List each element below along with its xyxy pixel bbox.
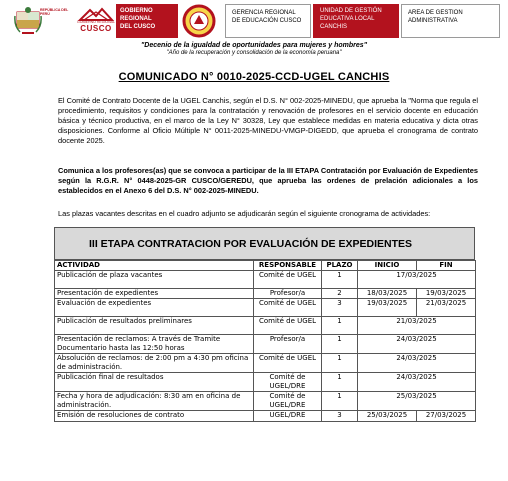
stage-cell: 1 xyxy=(322,354,358,373)
table-row xyxy=(55,335,476,354)
activity-cell: Absolución de reclamos: de 2:00 pm a 4:30 pm oficina de administración. xyxy=(55,354,254,373)
responsible-cell: Comité de UGEL/DRE xyxy=(254,373,322,392)
end-date-cell: 27/03/2025 xyxy=(417,411,476,422)
gr-logo-caption: GOBIERNO REGIONAL xyxy=(77,20,115,24)
gr-box-line: DEL CUSCO xyxy=(120,24,156,30)
activity-cell: Publicación de resultados preliminares xyxy=(55,317,254,335)
stage-cell: 3 xyxy=(322,299,358,317)
activity-cell: Emisión de resoluciones de contrato xyxy=(55,411,254,422)
responsible-cell: Comité de UGEL/DRE xyxy=(254,392,322,411)
call-paragraph: Comunica a los profesores(as) que se convoca a participar de la III ETAPA Contratación por Evaluación de Expedientes según la R.G.R. N° 0448-2025-GR CUSCO/GEREDU, que aprueba las ordenes de prelación adicionales a los establecidos en el Anexo 6 del D.S. N° 002-2025-MINEDU. xyxy=(58,166,478,195)
table-row xyxy=(55,317,476,335)
date-cell: 24/03/2025 xyxy=(358,373,476,392)
peru-crest-icon xyxy=(14,6,42,36)
year-motto: "Año de la recuperación y consolidación de la economía peruana" xyxy=(166,50,342,56)
date-cell: 24/03/2025 xyxy=(358,335,476,354)
box-line: DE EDUCACIÓN CUSCO xyxy=(232,18,302,24)
responsible-cell: Comité de UGEL xyxy=(254,317,322,335)
stage-cell: 1 xyxy=(322,392,358,411)
table-row xyxy=(55,299,476,317)
education-seal-icon xyxy=(182,4,216,38)
admin-area-box xyxy=(401,4,500,38)
table-row xyxy=(55,373,476,392)
table-row xyxy=(55,289,476,299)
start-date-cell: 19/03/2025 xyxy=(358,299,417,317)
responsible-cell: Comité de UGEL xyxy=(254,354,322,373)
table-row xyxy=(55,411,476,422)
decade-motto: "Decenio de la igualdad de oportunidades para mujeres y hombres" xyxy=(140,42,368,49)
gr-box-line: GOBIERNO xyxy=(120,8,153,14)
intro-paragraph: El Comité de Contrato Docente de la UGEL Canchis, según el D.S. N° 002-2025-MINEDU, que aprueba la "Norma que regula el procedimiento, requisitos y condiciones para la contratación y renovación de profesores en el servicio docente en educación básica y técnico productiva, en el marco de la Ley N° 30328, Ley que establece medidas en materia educativa y dicta otras disposiciones. Conforme al Oficio Múltiple N° 0011-2025-MINEDU-VMGP-DIGEDD, que aprueba el cronograma de contrato docente 2025. xyxy=(58,96,478,145)
schedule-intro: Las plazas vacantes descritas en el cuadro adjunto se adjudicarán según el siguiente cronograma de actividades: xyxy=(58,209,431,218)
end-date-cell: 19/03/2025 xyxy=(417,289,476,299)
gre-cusco-box xyxy=(225,4,311,38)
regional-government-box xyxy=(116,4,178,38)
schedule-title: III ETAPA CONTRATACION POR EVALUACIÓN DE EXPEDIENTES xyxy=(54,227,475,260)
responsible-cell: Comité de UGEL xyxy=(254,271,322,289)
date-cell: 24/03/2025 xyxy=(358,354,476,373)
box-line: GERENCIA REGIONAL xyxy=(232,10,296,16)
box-line: AREA DE GESTION xyxy=(408,10,463,16)
stage-cell: 2 xyxy=(322,289,358,299)
activity-cell: Evaluación de expedientes xyxy=(55,299,254,317)
col-activity: ACTIVIDAD xyxy=(55,261,254,271)
box-line: ADMINISTRATIVA xyxy=(408,18,458,24)
start-date-cell: 25/03/2025 xyxy=(358,411,417,422)
schedule-body xyxy=(55,271,476,422)
table-row xyxy=(55,392,476,411)
stage-cell: 1 xyxy=(322,373,358,392)
cusco-region-logo xyxy=(76,6,116,34)
activity-cell: Presentación de reclamos: A través de Tramite Documentario hasta las 12:50 horas xyxy=(55,335,254,354)
schedule-table xyxy=(54,227,475,422)
stage-cell: 1 xyxy=(322,271,358,289)
start-date-cell: 18/03/2025 xyxy=(358,289,417,299)
responsible-cell: Comité de UGEL xyxy=(254,299,322,317)
box-line: CANCHIS xyxy=(320,24,348,30)
ugel-canchis-box xyxy=(313,4,399,38)
stage-cell: 1 xyxy=(322,335,358,354)
responsible-cell: Profesor/a xyxy=(254,289,322,299)
date-cell: 17/03/2025 xyxy=(358,271,476,289)
date-cell: 25/03/2025 xyxy=(358,392,476,411)
responsible-cell: Profesor/a xyxy=(254,335,322,354)
date-cell: 21/03/2025 xyxy=(358,317,476,335)
table-row xyxy=(55,271,476,289)
responsible-cell: UGEL/DRE xyxy=(254,411,322,422)
col-responsible: RESPONSABLE xyxy=(254,261,322,271)
activity-cell: Presentación de expedientes xyxy=(55,289,254,299)
col-stage: PLAZO xyxy=(322,261,358,271)
col-end: FIN xyxy=(417,261,476,271)
end-date-cell: 21/03/2025 xyxy=(417,299,476,317)
gr-box-line: REGIONAL xyxy=(120,16,152,22)
col-start: INICIO xyxy=(358,261,417,271)
stage-cell: 1 xyxy=(322,317,358,335)
letterhead xyxy=(6,2,502,42)
box-line: EDUCATIVA LOCAL xyxy=(320,16,375,22)
box-line: UNIDAD DE GESTIÓN xyxy=(320,8,382,14)
crest-caption: REPÚBLICA DEL PERÚ xyxy=(40,8,69,16)
stage-cell: 3 xyxy=(322,411,358,422)
table-row xyxy=(55,354,476,373)
mottos xyxy=(0,41,508,57)
document-title: COMUNICADO N° 0010-2025-CCD-UGEL CANCHIS xyxy=(118,71,390,83)
activity-cell: Fecha y hora de adjudicación: 8:30 am en oficina de administración. xyxy=(55,392,254,411)
gr-logo-word: CUSCO xyxy=(80,24,112,33)
schedule-grid xyxy=(54,260,476,422)
activity-cell: Publicación final de resultados xyxy=(55,373,254,392)
header-row xyxy=(55,261,476,271)
activity-cell: Publicación de plaza vacantes xyxy=(55,271,254,289)
